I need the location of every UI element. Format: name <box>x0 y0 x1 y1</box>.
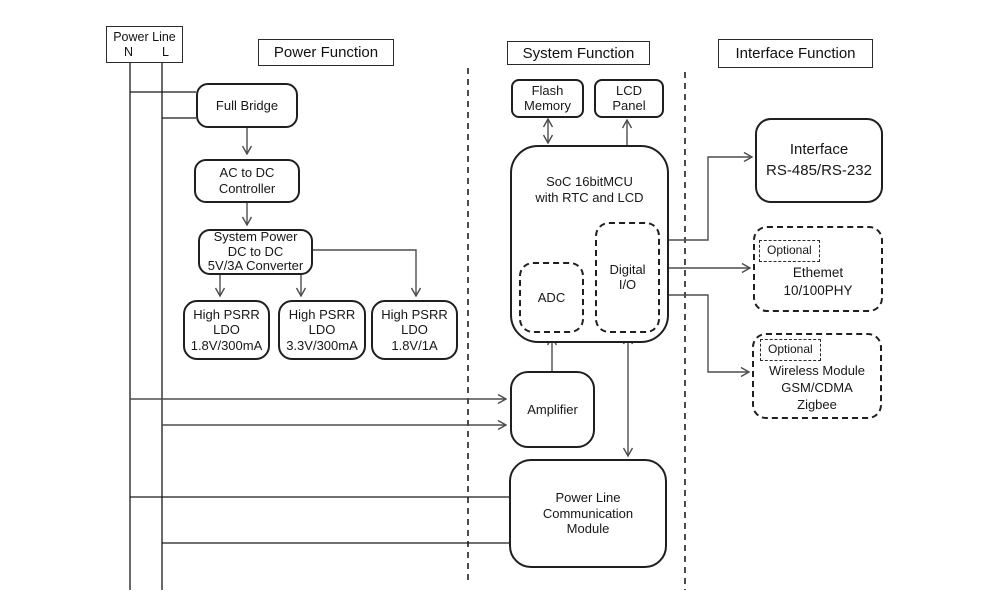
ldo3-label-3: 1.8V/1A <box>391 337 438 353</box>
interface-function-header <box>718 39 873 68</box>
ac-dc-label-2: Controller <box>218 181 276 196</box>
interface-rs485-label-2: RS-485/RS-232 <box>766 161 872 179</box>
plc-label-1: Power Line <box>555 490 621 506</box>
amplifier-block <box>510 371 595 448</box>
ldo2-label-3: 3.3V/300mA <box>286 337 358 353</box>
ldo2-label-1: High PSRR <box>288 307 356 322</box>
ethernet-block <box>753 226 883 312</box>
ldo1-label-2: LDO <box>213 322 240 338</box>
amplifier-label: Amplifier <box>527 401 578 417</box>
plc-label-3: Module <box>566 521 610 537</box>
soc-label-1: SoC 16bitMCU <box>546 174 633 189</box>
wireless-optional-label: Optional <box>768 342 813 356</box>
ldo1-label-3: 1.8V/300mA <box>190 337 263 353</box>
system-power-label-1: System Power <box>213 229 298 245</box>
phase-l-label: L <box>162 45 169 59</box>
adc-label: ADC <box>537 289 566 305</box>
plc-module-block <box>509 459 667 568</box>
interface-rs485-label-1: Interface <box>789 141 849 159</box>
wireless-label-2: GSM/CDMA <box>781 379 853 395</box>
ldo-1v8-300ma-block <box>183 300 270 360</box>
lcd-label-2: Panel <box>612 97 646 113</box>
soc-label-2: with RTC and LCD <box>535 189 644 205</box>
ldo1-label-1: High PSRR <box>193 307 260 322</box>
connector-digitalio-interface <box>661 157 752 240</box>
ethernet-optional-tag <box>759 240 820 262</box>
adc-block <box>519 262 584 333</box>
power-line-terminal <box>106 26 183 63</box>
ldo-1v8-1a-block <box>371 300 458 360</box>
wireless-label-1: Wireless Module <box>768 363 866 378</box>
digital-io-label-2: I/O <box>618 276 637 292</box>
power-function-header-label: Power Function <box>273 44 379 61</box>
ldo3-label-2: LDO <box>401 322 428 338</box>
ethernet-label-2: 10/100PHY <box>783 282 853 298</box>
system-function-header <box>507 41 650 65</box>
digital-io-label-1: Digital <box>609 262 646 278</box>
ldo2-label-2: LDO <box>308 322 336 338</box>
system-power-label-3: 5V/3A Converter <box>207 258 304 274</box>
flash-label-2: Memory <box>524 97 571 113</box>
lcd-label-1: LCD <box>615 82 642 98</box>
interface-function-header-label: Interface Function <box>735 45 856 62</box>
connector-systempower-to-ldo3 <box>313 250 416 296</box>
power-line-title: Power Line <box>113 30 176 44</box>
system-power-block <box>198 229 313 275</box>
phase-n-label: N <box>124 45 134 59</box>
full-bridge-block <box>196 83 298 128</box>
interface-rs485-block <box>755 118 883 203</box>
digital-io-block <box>595 222 660 333</box>
ac-dc-controller-block <box>194 159 300 203</box>
wireless-label-3: Zigbee <box>797 396 837 412</box>
ldo3-label-1: High PSRR <box>381 307 448 322</box>
power-line-phases <box>107 45 182 59</box>
flash-label-1: Flash <box>531 82 564 98</box>
ac-dc-label-1: AC to DC <box>219 165 275 181</box>
ldo-3v3-300ma-block <box>278 300 366 360</box>
system-function-header-label: System Function <box>522 44 635 62</box>
full-bridge-label: Full Bridge <box>215 97 279 113</box>
wireless-module-block <box>752 333 882 419</box>
ethernet-optional-label: Optional <box>767 243 812 257</box>
connector-digitalio-wireless <box>661 295 749 372</box>
lcd-panel-block <box>594 79 664 118</box>
plc-label-2: Communication <box>542 505 634 521</box>
flash-memory-block <box>511 79 584 118</box>
power-function-header <box>258 39 394 66</box>
ethernet-label-1: Ethemet <box>792 265 844 280</box>
wireless-optional-tag <box>760 339 821 361</box>
system-power-label-2: DC to DC <box>227 243 284 259</box>
